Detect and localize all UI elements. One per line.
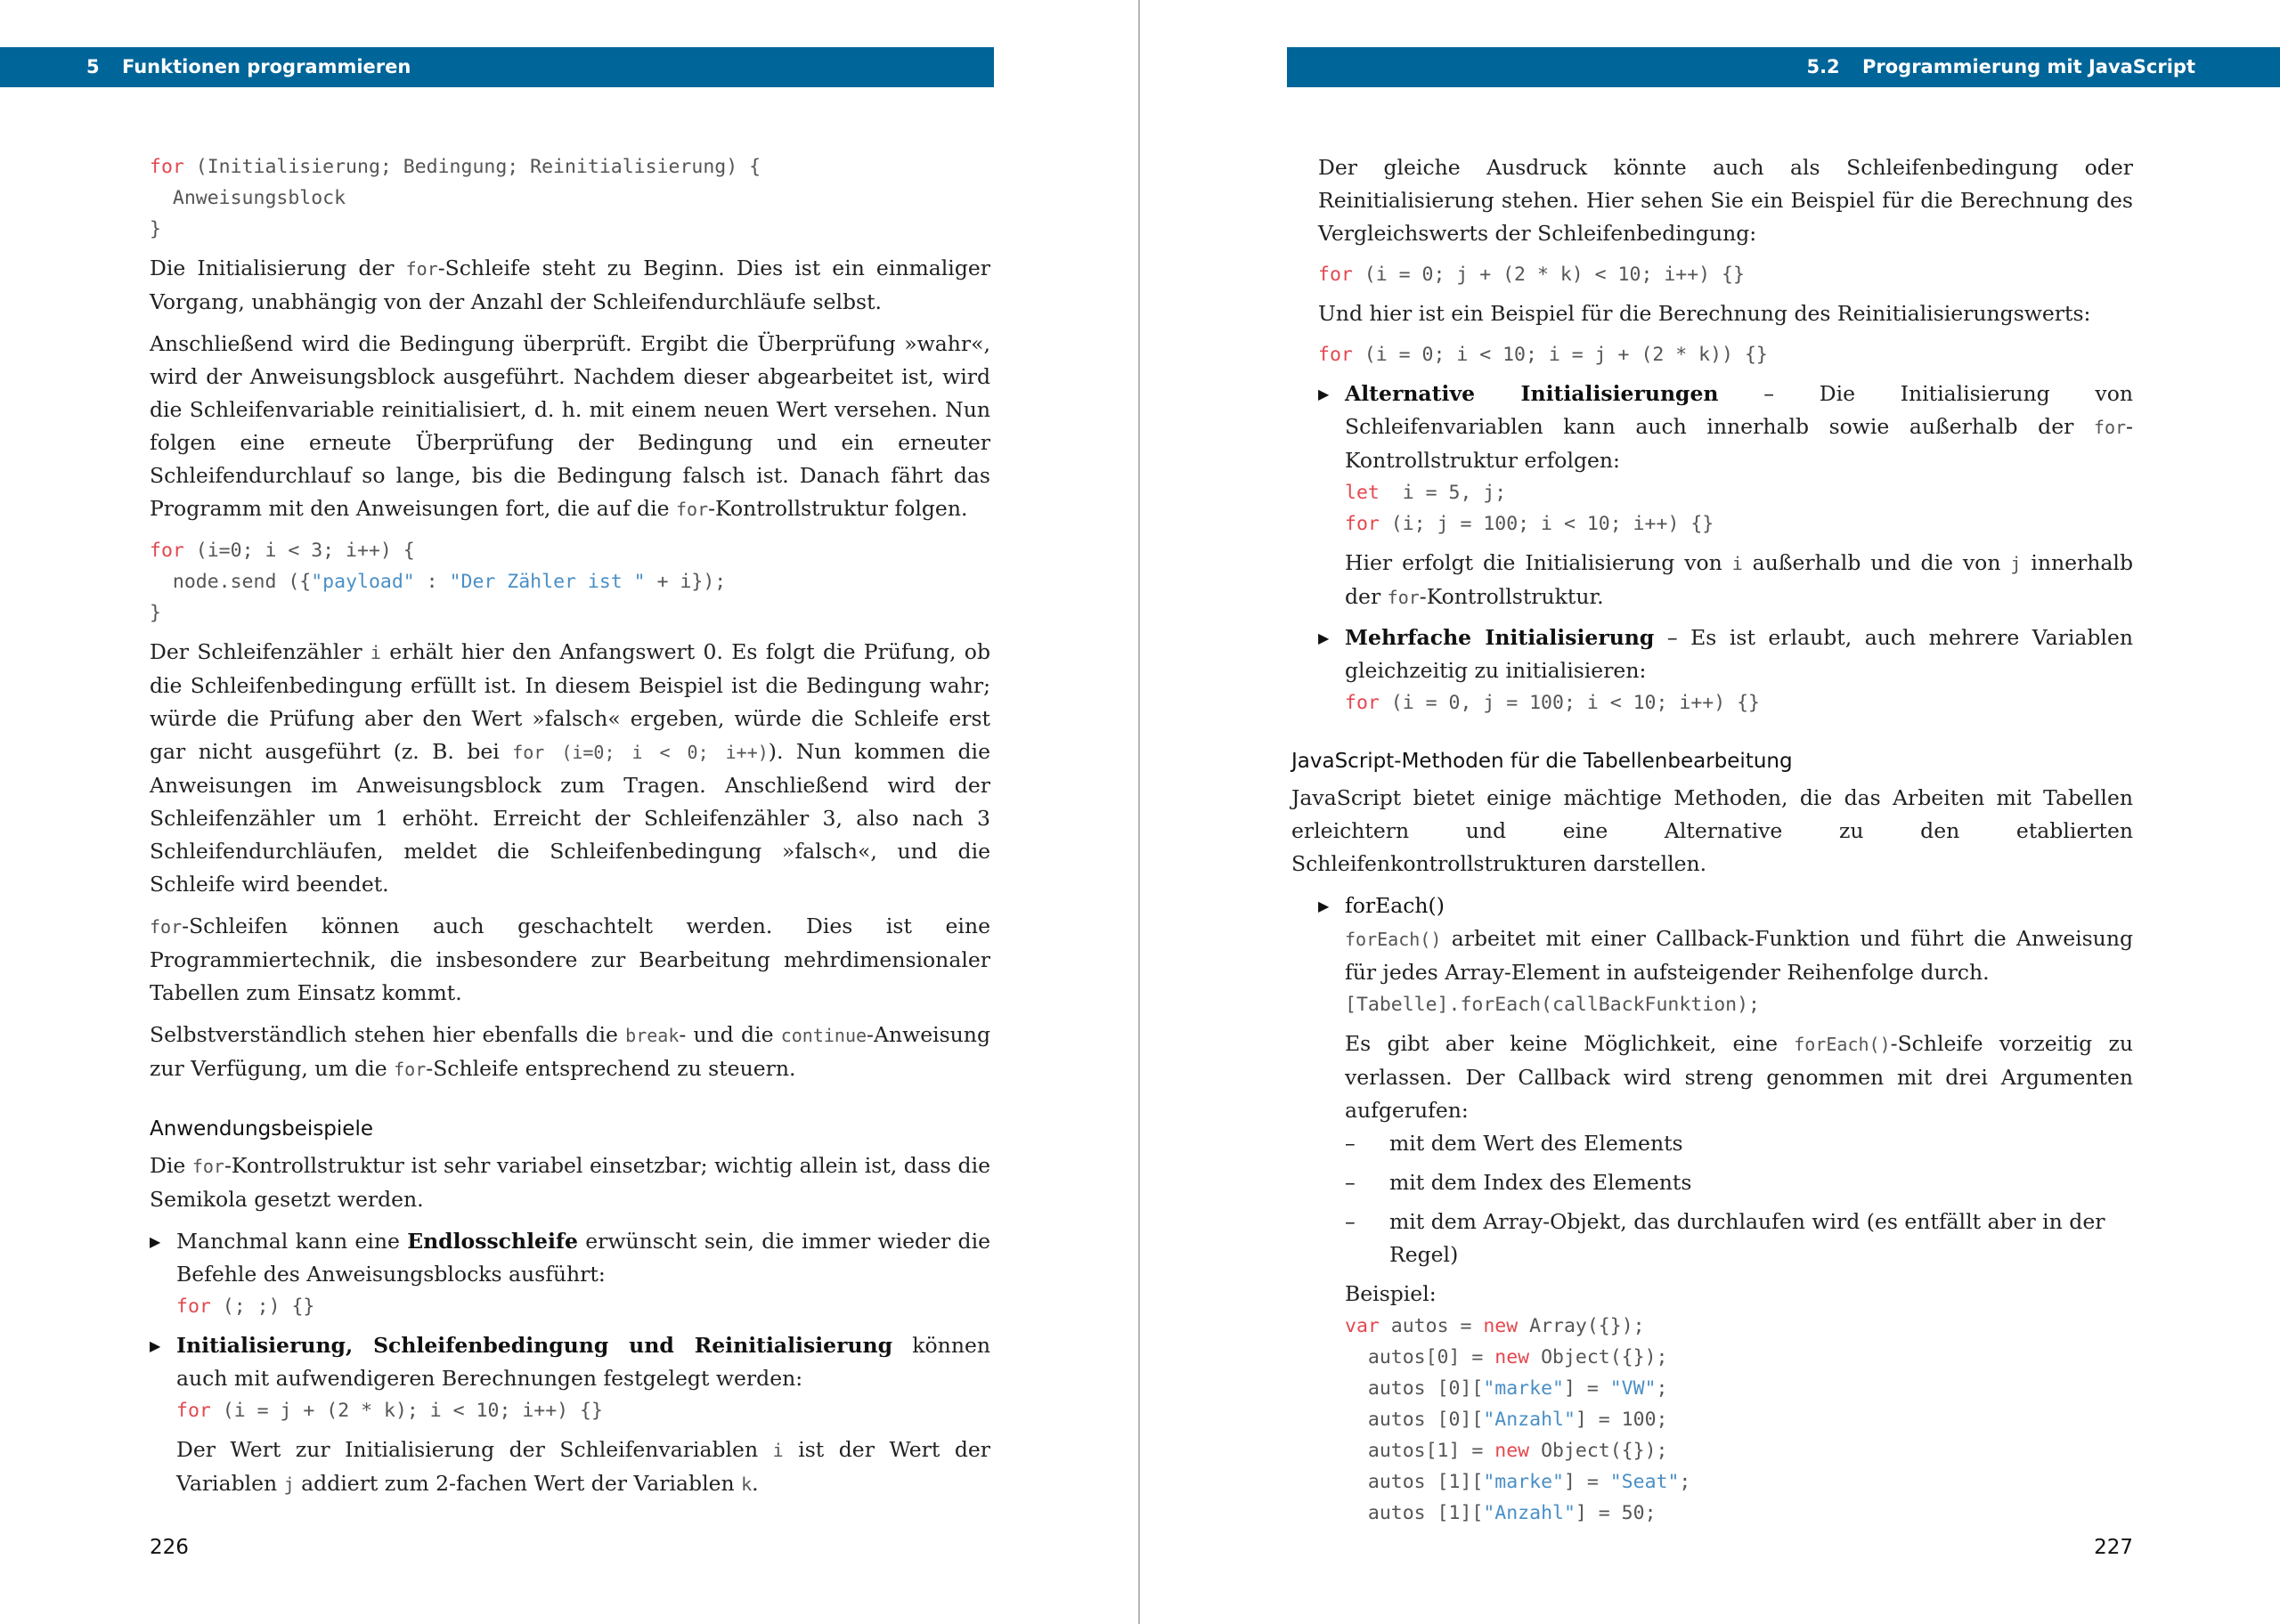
paragraph: Anschließend wird die Bedingung überprüft. Ergibt die Überprüfung »wahr«, wird der Anweisungsblock ausgeführt. Nachdem dieser abgearbeitet ist, wird die Schleifenvariable reinitialisiert, d. h. mit einem neuen Wert versehen. Nun folgen eine erneute Überprüfung der Bedingung und ein erneuter Schleifendurchlauf so lange, bis die Bedingung falsch ist. Danach fährt das Programm mit den Anweisungen fort, die auf die for-Kontrollstruktur folgen. xyxy=(150,331,990,521)
code-line: for (i = 0, j = 100; i < 10; i++) {} xyxy=(1345,692,1760,714)
code-block: let i = 5, j; for (i; j = 100; i < 10; i++) {} xyxy=(1345,482,1714,535)
paragraph: JavaScript bietet einige mächtige Methoden, die das Arbeiten mit Tabellen erleichtern und eine Alternative zu den etablierten Schleifenkontrollstrukturen darstellen. xyxy=(1291,785,2133,876)
paragraph: Und hier ist ein Beispiel für die Berechnung des Reinitialisierungswerts: xyxy=(1318,301,2091,326)
code-line: (i=0; i < 3; i++) { xyxy=(183,540,415,562)
code-keyword: for xyxy=(150,156,184,178)
bullet-triangle-icon: ▶ xyxy=(1318,386,1330,402)
bullet-triangle-icon: ▶ xyxy=(150,1337,161,1354)
bullet-item: ▶ Alternative Initialisierungen – Die Initialisierung von Schleifenvariablen kann auch innerhalb sowie außerhalb der for-Kontrollstruktur erfolgen: let i = 5, j; for (i; j = 100; i < 10; i++) {} Hier erfolgt die Initialisierung von i außerhalb und die von j innerhalb der for-Kontrollstruktur. xyxy=(1318,378,2133,614)
dash-list-item: – mit dem Index des Elements xyxy=(1345,1170,1692,1195)
section-heading: JavaScript-Methoden für die Tabellenbearbeitung xyxy=(1291,750,1793,773)
section-heading: Anwendungsbeispiele xyxy=(150,1117,373,1141)
page-number: 226 xyxy=(150,1536,189,1559)
bullet-triangle-icon: ▶ xyxy=(150,1233,161,1250)
code-line: for (; ;) {} xyxy=(176,1295,315,1318)
paragraph: Der Schleifenzähler i erhält hier den Anfangswert 0. Es folgt die Prüfung, ob die Schleifenbedingung erfüllt ist. In diesem Beispiel ist die Bedingung wahr; würde die Prüfung aber den Wert »falsch« ergeben, würde die Schleife erst gar nicht ausgeführt (z. B. bei for (i=0; i < 0; i++)). Nun kommen die Anweisungen im Anweisungsblock zum Tragen. Anschließend wird der Schleifenzähler um 1 erhöht. Erreicht der Schleifenzähler 3, also nach 3 Schleifendurchläufen, meldet die Schleifenbedingung »falsch«, und die Schleife wird beendet. xyxy=(150,639,990,897)
running-header-right xyxy=(1287,47,2280,87)
code-block-autos: var autos = new Array({}); autos[0] = new Object({}); autos [0]["marke"] = "VW"; autos [0]["Anzahl"] = 100; autos[1] = new Object({}); autos [1]["marke"] = "Seat"; autos [1]["Anzahl"] = 50; xyxy=(1345,1315,1691,1524)
paragraph: Die for-Kontrollstruktur ist sehr variabel einsetzbar; wichtig allein ist, dass die Semikola gesetzt werden. xyxy=(150,1153,990,1212)
code-line: Anweisungsblock xyxy=(150,187,346,209)
example-label: Beispiel: xyxy=(1345,1281,1437,1306)
left-content xyxy=(150,151,990,1508)
code-line: } xyxy=(150,218,161,240)
bullet-triangle-icon: ▶ xyxy=(1318,897,1330,914)
bullet-item: ▶ Manchmal kann eine Endlosschleife erwünscht sein, die immer wieder die Befehle des Anweisungsblocks ausführt: for (; ;) {} xyxy=(150,1225,990,1322)
section-title: Programmierung mit JavaScript xyxy=(1861,56,2195,77)
chapter-number: 5 xyxy=(86,56,100,77)
chapter-title: Funktionen programmieren xyxy=(121,56,411,77)
code-line: for (i = j + (2 * k); i < 10; i++) {} xyxy=(176,1400,603,1422)
bullet-item: ▶ Initialisierung, Schleifenbedingung und Reinitialisierung können auch mit aufwendigeren Berechnungen festgelegt werden: for (i = j + (2 * k); i < 10; i++) {} Der Wert zur Initialisierung der Schleifenvariablen i ist der Wert der Variablen j addiert zum 2-fachen Wert der Variablen k. xyxy=(150,1329,990,1501)
bullet-triangle-icon: ▶ xyxy=(1318,629,1330,646)
code-block-example: for (i=0; i < 3; i++) { node.send ({"payload" : "Der Zähler ist " + i}); } xyxy=(150,540,727,624)
paragraph: Der gleiche Ausdruck könnte auch als Schleifenbedingung oder Reinitialisierung stehen. Hier sehen Sie ein Beispiel für die Berechnung des Vergleichswerts der Schleifenbedingung: xyxy=(1318,155,2133,246)
code-block-for-syntax xyxy=(150,151,990,245)
running-header-left xyxy=(0,47,994,87)
right-page xyxy=(1140,0,2280,1624)
code-line: } xyxy=(150,602,161,624)
paragraph: for-Schleifen können auch geschachtelt werden. Dies ist eine Programmiertechnik, die insbesondere zur Bearbeitung mehrdimensionaler Tabellen zum Einsatz kommt. xyxy=(150,914,990,1005)
code-line: [Tabelle].forEach(callBackFunktion); xyxy=(1345,994,1760,1016)
code-line: for (i = 0; j + (2 * k) < 10; i++) {} xyxy=(1318,264,1745,286)
code-line: (Initialisierung; Bedingung; Reinitialisierung) { xyxy=(183,156,761,178)
paragraph: Die Initialisierung der for-Schleife steht zu Beginn. Dies ist ein einmaliger Vorgang, unabhängig von der Anzahl der Schleifendurchläufe selbst. xyxy=(150,256,990,314)
right-content xyxy=(1291,151,2133,1536)
paragraph: Selbstverständlich stehen hier ebenfalls die break- und die continue-Anweisung zur Verfügung, um die for-Schleife entsprechend zu steuern. xyxy=(150,1022,990,1081)
section-number: 5.2 xyxy=(1806,56,1840,77)
code-line: for (i = 0; i < 10; i = j + (2 * k)) {} xyxy=(1318,344,1768,366)
dash-list-item: – mit dem Array-Objekt, das durchlaufen wird (es entfällt aber in der Regel) xyxy=(1345,1209,2105,1267)
bullet-item: ▶ Mehrfache Initialisierung – Es ist erlaubt, auch mehrere Variablen gleichzeitig zu initialisieren: for (i = 0, j = 100; i < 10; i++) {} xyxy=(1318,621,2133,719)
bullet-item: ▶ forEach() forEach() arbeitet mit einer Callback-Funktion und führt die Anweisung für jedes Array-Element in aufsteigender Reihenfolge durch. [Tabelle].forEach(callBackFunktion); Es gibt aber keine Möglichkeit, eine forEach()-Schleife vorzeitig zu verlassen. Der Callback wird streng genommen mit drei Argumenten aufgerufen: – mit dem Wert des Elements – mit dem Index des Elements – mit dem Array-Objekt, das durchlaufen wird (es entfällt aber in der Regel) Beispiel: var autos = new Array({}); autos[0] = new Object({}); autos [0]["marke"] = "VW"; autos [0]["Anzahl"] = 100; autos[1] = new Object({}); autos [1]["marke"] = "Seat"; autos [1]["Anzahl"] = 50; xyxy=(1318,889,2133,1529)
dash-list-item: – mit dem Wert des Elements xyxy=(1345,1131,1683,1156)
page-number: 227 xyxy=(2094,1536,2133,1559)
